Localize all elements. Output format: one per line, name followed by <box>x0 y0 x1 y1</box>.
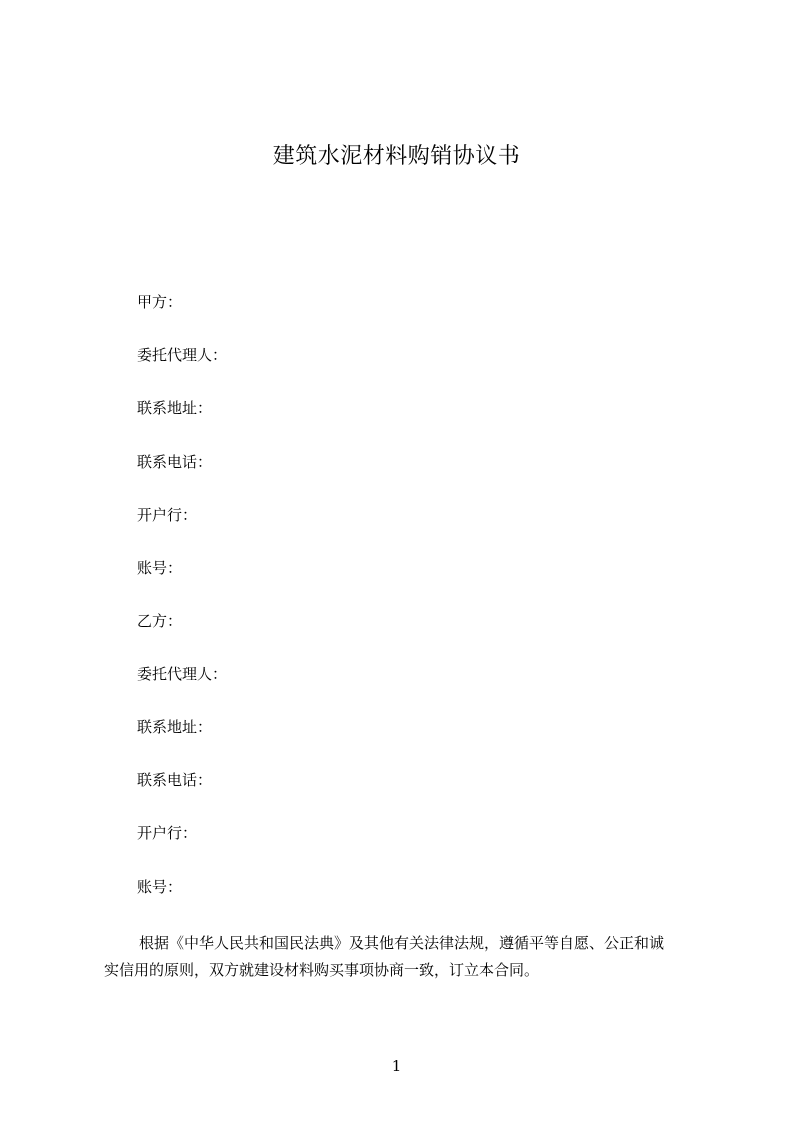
party-a-name-label: 甲方： <box>137 293 183 311</box>
party-b-address-label: 联系地址： <box>137 718 213 736</box>
party-a-phone-label: 联系电话： <box>137 453 213 471</box>
party-b-agent-label: 委托代理人： <box>137 665 228 683</box>
party-b-bank-label: 开户行： <box>137 824 198 842</box>
intro-paragraph <box>104 930 704 984</box>
party-b-phone-label: 联系电话： <box>137 771 213 789</box>
document-title: 建筑水泥材料购销协议书 <box>272 144 521 169</box>
party-b-account-label: 账号： <box>137 878 183 896</box>
party-a-agent-label: 委托代理人： <box>137 346 228 364</box>
intro-line-2: 实信用的原则，双方就建设材料购买事项协商一致，订立本合同。 <box>104 961 540 979</box>
party-a-address-label: 联系地址： <box>137 399 213 417</box>
page-number: 1 <box>391 1057 402 1075</box>
party-a-bank-label: 开户行： <box>137 506 198 524</box>
party-b-name-label: 乙方： <box>137 612 183 630</box>
intro-line-1: 根据《中华人民共和国民法典》及其他有关法律法规，遵循平等自愿、公正和诚 <box>139 934 665 952</box>
party-a-account-label: 账号： <box>137 559 183 577</box>
